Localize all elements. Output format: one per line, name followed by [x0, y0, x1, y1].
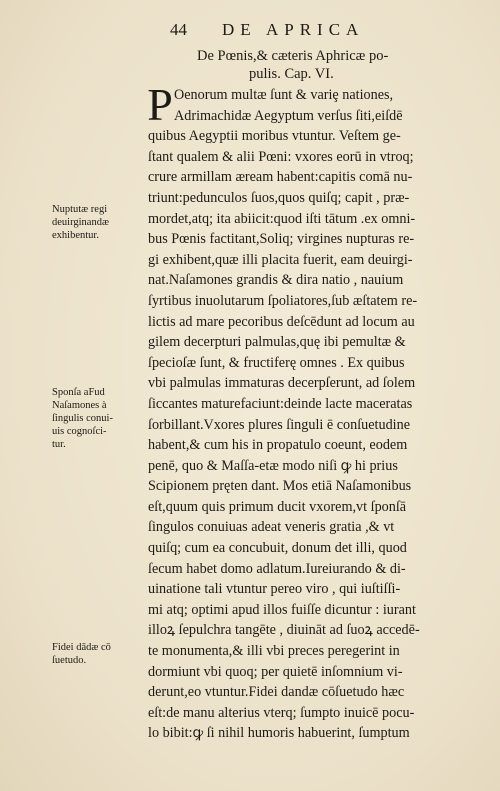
text-line: nat.Naſamones grandis & dira natio , nauium — [148, 272, 404, 289]
text-line: penē, quo & Maſſa-etæ modo niſi ꝙ hi prius — [148, 457, 398, 474]
marginal-note-line: ſuetudo. — [52, 655, 87, 666]
chapter-heading — [197, 47, 482, 83]
text-line: mordet,atq; ita abiicit:quod iſti tātum .ex omni- — [148, 210, 416, 227]
text-line: dormiunt vbi quoq; per quietē inſomnium vi- — [148, 663, 403, 680]
text-line: bus Pœnis factitant,Soliq; virgines nupturas re- — [148, 231, 415, 248]
marginal-note-line: Fidei dādæ cō — [52, 642, 111, 653]
text-line: illoꝝ ſepulchra tangēte , diuināt ad ſuoꝝ accedē- — [148, 622, 420, 639]
text-line: quibus Aegyptii moribus vtuntur. Veſtem ge- — [148, 128, 401, 145]
text-line: ſingulos conuiuas adeat veneris gratia ,& vt — [148, 519, 395, 536]
text-line: vbi palmulas immaturas decerpſerunt, ad ſolem — [148, 375, 416, 392]
text-line: eſt,quum quis primum ducit vxorem,vt ſponſā — [148, 498, 407, 515]
marginal-note-line: Naſamones à — [52, 400, 107, 411]
text-line: ſorbillant.Vxores plures ſinguli ē conſuetudine — [148, 416, 411, 433]
chapter-title-line-1: De Pœnis,& cæteris Aphricæ po- — [197, 48, 389, 64]
running-title: DE APRICA — [222, 20, 365, 39]
text-line: gilem decerpturi palmulas,quę ibi pemultæ & — [148, 334, 406, 351]
text-line: ſiccantes maturefaciunt:deinde lacte maceratas — [148, 395, 413, 412]
text-line: ſecum habet domo adlatum.Iureiurando & di- — [148, 560, 406, 577]
chapter-title-line-2: pulis. Cap. VI. — [249, 66, 334, 82]
marginal-note-line: exhibentur. — [52, 230, 99, 241]
text-line: Oenorum multæ ſunt & variȩ nationes, — [174, 87, 394, 103]
marginal-note-line: Sponſa aFud — [52, 387, 105, 398]
text-line: uinatione tali vtuntur pereo viro , qui iuſtiſſi- — [148, 581, 401, 598]
text-line: mi atq; optimi apud illos fuiſſe dicuntur : iurant — [148, 601, 416, 618]
marginal-note-fidei — [52, 641, 148, 667]
text-line: crure armillam æream habent:capitis comā nu- — [148, 169, 413, 186]
marginal-note-line: uis cognoſci- — [52, 426, 107, 437]
page-number: 44 — [170, 20, 187, 39]
text-line: Scipionem pręten dant. Mos etiā Naſamonibus — [148, 478, 412, 495]
drop-cap: P — [147, 79, 173, 130]
text-line: gi exhibent,quæ illi placita fuerit, eam deuirgi- — [148, 251, 413, 268]
text-line: ſpecioſæ ſunt, & fructiferę omnes . Ex quibus — [148, 354, 405, 371]
text-line: triunt:pedunculos ſuos,quos quiſq; capit , præ- — [148, 189, 410, 206]
marginal-note-line: Nuptutæ regi — [52, 204, 108, 215]
marginal-note-line: deuirginandæ — [52, 217, 109, 228]
text-line: quiſq; cum ea concubuit, donum det illi, quod — [148, 540, 407, 557]
text-line: habent,& cum his in propatulo coeunt, eodem — [148, 437, 408, 454]
marginal-note-line: tur. — [52, 439, 66, 450]
running-header — [0, 20, 500, 42]
text-line: derunt,eo vtuntur.Fidei dandæ cōſuetudo hæc — [148, 684, 405, 701]
text-line: eſt:de manu alterius vterq; ſumpto inuicē pocu- — [148, 704, 415, 721]
text-line: Adrimachidæ Aegyptum verſus ſiti,eiſdē — [174, 107, 403, 124]
marginal-note-sponsa — [52, 386, 148, 451]
text-line: te monumenta,& illi vbi preces peregerint in — [148, 643, 400, 660]
text-line: ſtant qualem & alii Pœni: vxores eorū in vtroq; — [148, 148, 414, 165]
marginal-note-nuptiae — [52, 203, 148, 242]
text-line: lo bibit:ꝙ ſi nihil humoris habuerint, ſumptum — [148, 725, 410, 742]
body-text — [148, 85, 488, 744]
text-line: ſyrtibus inuolutarum ſpoliatores,ſub æſtatem re- — [148, 292, 418, 309]
text-line: lictis ad mare pecoribus deſcēdunt ad locum au — [148, 313, 415, 330]
marginal-note-line: ſingulis conui- — [52, 413, 113, 424]
